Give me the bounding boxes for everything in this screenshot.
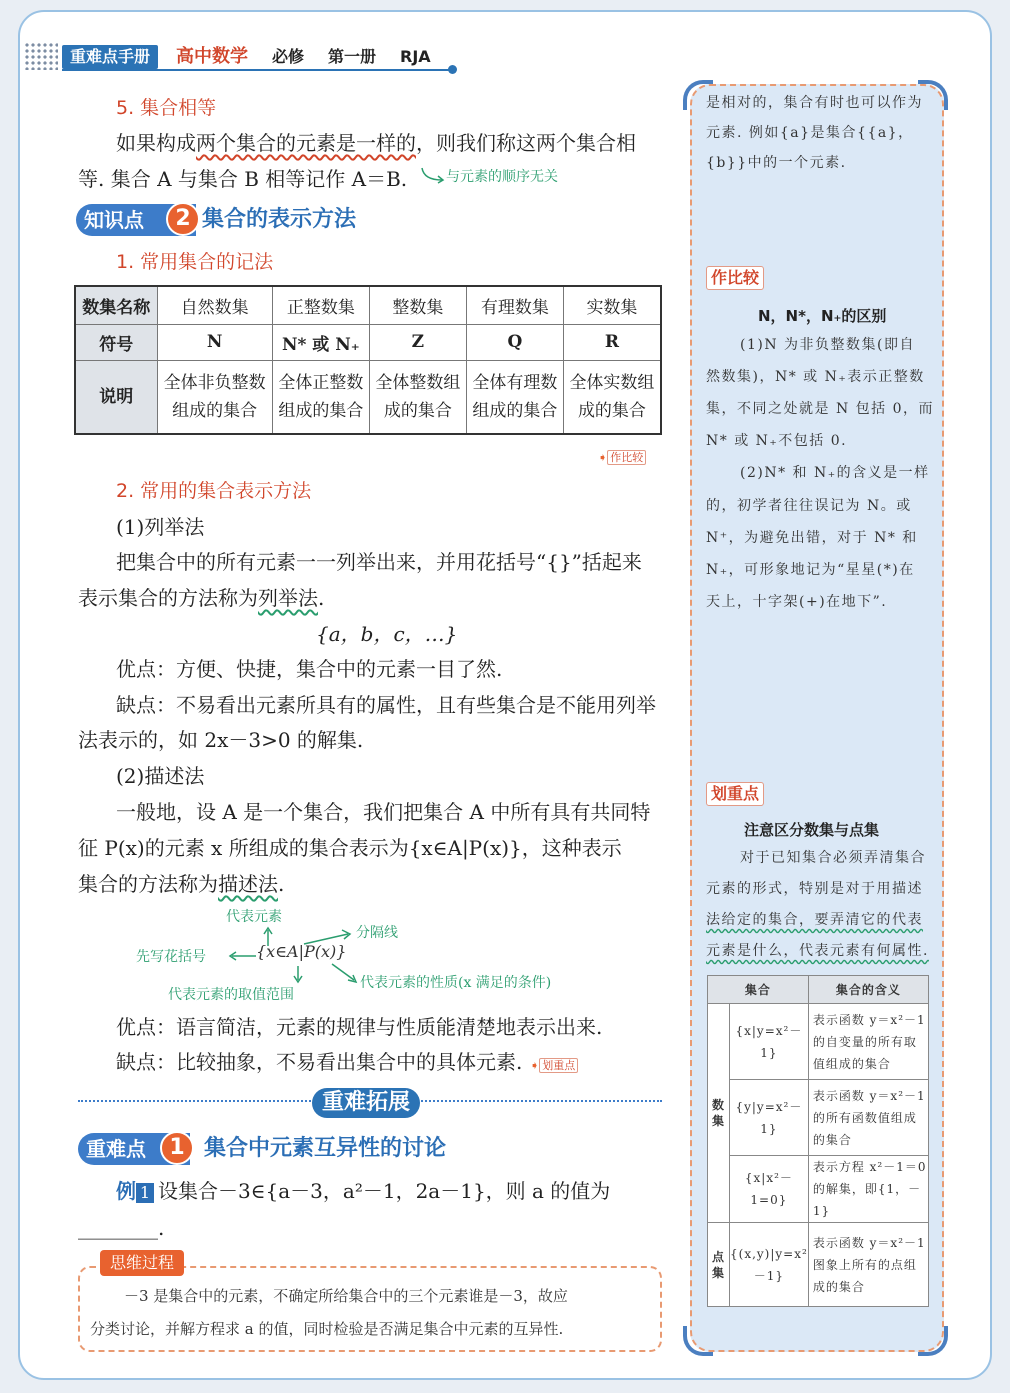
method-heading: (1)列举法 — [116, 515, 205, 539]
subsection-title-methods: 2. 常用的集合表示方法 — [116, 480, 312, 502]
number-set-table — [74, 285, 662, 435]
table-header: 集合 — [708, 976, 809, 1004]
table-cell: N — [157, 324, 272, 360]
arrow-icon: ➧ — [530, 1059, 540, 1072]
set-cell: {x|y=x²－1} — [730, 1004, 809, 1080]
paragraph-line: 等. 集合 A 与集合 B 相等记作 A＝B. — [78, 167, 408, 191]
set-cell: {y|y=x²－1} — [730, 1080, 809, 1156]
set-cell: {(x,y)|y=x²－1} — [730, 1223, 809, 1307]
side-compare-title: N，N*，N₊的区别 — [758, 307, 887, 325]
side-text-line: N* 或 N₊不包括 0. — [706, 433, 848, 449]
side-text-line: 集，不同之处就是 N 包括 0，而 — [706, 401, 935, 417]
header-rule — [62, 69, 452, 71]
table-header: 集合的含义 — [808, 976, 928, 1004]
side-text-line: 元素的形式，特别是对于用描述 — [706, 881, 923, 897]
thinking-line: －3 是集合中的元素，不确定所给集合中的三个元素谁是－3，故应 — [124, 1287, 568, 1305]
table-cell: 全体有理数 组成的集合 — [466, 360, 563, 434]
thinking-line: 分类讨论，并解方程求 a 的值，同时检验是否满足集合中元素的互异性. — [90, 1320, 564, 1338]
diagram-label-sep: 分隔线 — [356, 925, 398, 941]
side-text-line: 是相对的，集合有时也可以作为 — [706, 95, 923, 111]
table-cell: 全体非负整数 组成的集合 — [157, 360, 272, 434]
paragraph-line: 如果构成两个集合的元素是一样的，则我们称这两个集合相 — [116, 131, 636, 155]
header-subject: 高中数学 — [176, 46, 248, 67]
cross-ref-compare[interactable]: ➧ 作比较 — [598, 446, 646, 465]
paragraph-line: 一般地，设 A 是一个集合，我们把集合 A 中所有具有共同特 — [116, 800, 651, 824]
diagram-label-range: 代表元素的取值范围 — [168, 987, 294, 1003]
side-text-line: 然数集)，N* 或 N₊表示正整数 — [706, 369, 925, 385]
paragraph-line: 把集合中的所有元素一一列举出来，并用花括号“{}”括起来 — [116, 550, 642, 574]
side-tag-compare: 作比较 — [706, 266, 764, 290]
table-header-name: 数集名称 — [75, 286, 157, 324]
paragraph-line: 法表示的，如 2x－3>0 的解集. — [78, 728, 364, 752]
set-comparison-table — [707, 975, 929, 1307]
paragraph-line: 征 P(x)的元素 x 所组成的集合表示为{x∈A|P(x)}，这种表示 — [78, 836, 622, 860]
side-text-line: (1)N 为非负整数集(即自 — [740, 337, 915, 353]
header-badge: 重难点手册 — [62, 45, 158, 69]
paragraph-line: 缺点：不易看出元素所具有的属性，且有些集合是不能用列举 — [116, 693, 656, 717]
side-text-line: 元素. 例如{a}是集合{{a}， — [706, 125, 914, 141]
set-cell: {x|x²－1=0} — [730, 1156, 809, 1223]
table-cell: 全体实数组 成的集合 — [563, 360, 661, 434]
paragraph-line: 优点：语言简洁，元素的规律与性质能清楚地表示出来. — [116, 1015, 603, 1039]
diagram-label-rep: 代表元素 — [226, 909, 282, 925]
table-header-desc: 说明 — [75, 360, 157, 434]
header-volume: 必修 — [272, 47, 305, 66]
diagram-label-prop: 代表元素的性质(x 满足的条件) — [360, 975, 552, 991]
header-dots-decoration — [24, 42, 58, 70]
side-key-title: 注意区分数集与点集 — [744, 821, 880, 839]
side-note-order: 与元素的顺序无关 — [446, 169, 558, 185]
header-rule-dot — [448, 65, 457, 74]
table-cell: N* 或 N₊ — [272, 324, 369, 360]
side-text-line: 对于已知集合必须弄清集合 — [740, 850, 926, 866]
table-cell: R — [563, 324, 661, 360]
key-point-badge: 重难点 1 — [78, 1133, 190, 1165]
diagram-arrows — [220, 920, 370, 990]
table-cell: 全体整数组 成的集合 — [369, 360, 466, 434]
side-text-line: {b}}中的一个元素. — [706, 155, 847, 171]
subsection-title-notation: 1. 常用集合的记法 — [116, 251, 274, 273]
group-label-point-set: 点集 — [708, 1223, 730, 1307]
paragraph-line: 优点：方便、快捷，集合中的元素一目了然. — [116, 657, 503, 681]
table-cell: 整数集 — [369, 286, 466, 324]
table-cell: 有理数集 — [466, 286, 563, 324]
knowledge-point-title: 集合的表示方法 — [202, 207, 357, 232]
table-cell: Z — [369, 324, 466, 360]
header-book: 第一册 — [328, 47, 377, 66]
method-heading: (2)描述法 — [116, 764, 205, 788]
diagram-formula: {x∈A|P(x)} — [256, 942, 347, 961]
diagram-label-brace: 先写花括号 — [136, 949, 206, 965]
note-arrow-icon — [420, 166, 448, 186]
table-cell: Q — [466, 324, 563, 360]
example-blank: ________. — [78, 1216, 165, 1240]
side-text-line: 的，初学者往往误记为 N。或 — [706, 498, 912, 514]
arrow-icon: ➧ — [598, 451, 608, 464]
side-text-line: (2)N* 和 N₊的含义是一样 — [740, 465, 930, 481]
example-line: 例 1 设集合－3∈{a－3，a²－1，2a－1}，则 a 的值为 — [116, 1179, 611, 1203]
paragraph-line: 缺点：比较抽象，不易看出集合中的具体元素. — [116, 1050, 523, 1074]
subsection-title-equal-sets: 5. 集合相等 — [116, 97, 217, 119]
table-header-symbol: 符号 — [75, 324, 157, 360]
knowledge-point-badge: 知识点 2 — [76, 204, 196, 236]
paragraph-line: 表示集合的方法称为列举法. — [78, 586, 325, 610]
side-text-line: 元素是什么，代表元素有何属性. — [706, 943, 929, 959]
key-point-number: 1 — [160, 1131, 194, 1165]
table-cell: 全体正整数 组成的集合 — [272, 360, 369, 434]
side-tag-key: 划重点 — [706, 782, 764, 806]
table-cell: 正整数集 — [272, 286, 369, 324]
side-text-line: 法给定的集合，要弄清它的代表 — [706, 912, 923, 928]
side-text-line: N⁺，为避免出错，对于 N* 和 — [706, 530, 918, 546]
knowledge-point-number: 2 — [166, 202, 200, 236]
meaning-cell: 表示方程 x²－1＝0 的解集，即{1，－1} — [808, 1156, 928, 1223]
section-title: 重难拓展 — [312, 1088, 420, 1118]
key-point-title: 集合中元素互异性的讨论 — [204, 1136, 447, 1161]
header-edition: RJA — [400, 47, 431, 66]
meaning-cell: 表示函数 y＝x²－1 图象上所有的点组成的集合 — [808, 1223, 928, 1307]
thinking-tag: 思维过程 — [100, 1250, 184, 1276]
cross-ref-key[interactable]: ➧ 划重点 — [530, 1054, 578, 1073]
side-text-line: N₊，可形象地记为“星星(*)在 — [706, 562, 915, 578]
table-cell: 自然数集 — [157, 286, 272, 324]
paragraph-line: 集合的方法称为描述法. — [78, 872, 285, 896]
meaning-cell: 表示函数 y＝x²－1 的所有函数值组成的集合 — [808, 1080, 928, 1156]
table-cell: 实数集 — [563, 286, 661, 324]
side-text-line: 天上，十字架(+)在地下”. — [706, 594, 888, 610]
formula-list: {a，b，c，…} — [316, 622, 458, 646]
group-label-number-set: 数集 — [708, 1004, 730, 1223]
meaning-cell: 表示函数 y＝x²－1 的自变量的所有取值组成的集合 — [808, 1004, 928, 1080]
